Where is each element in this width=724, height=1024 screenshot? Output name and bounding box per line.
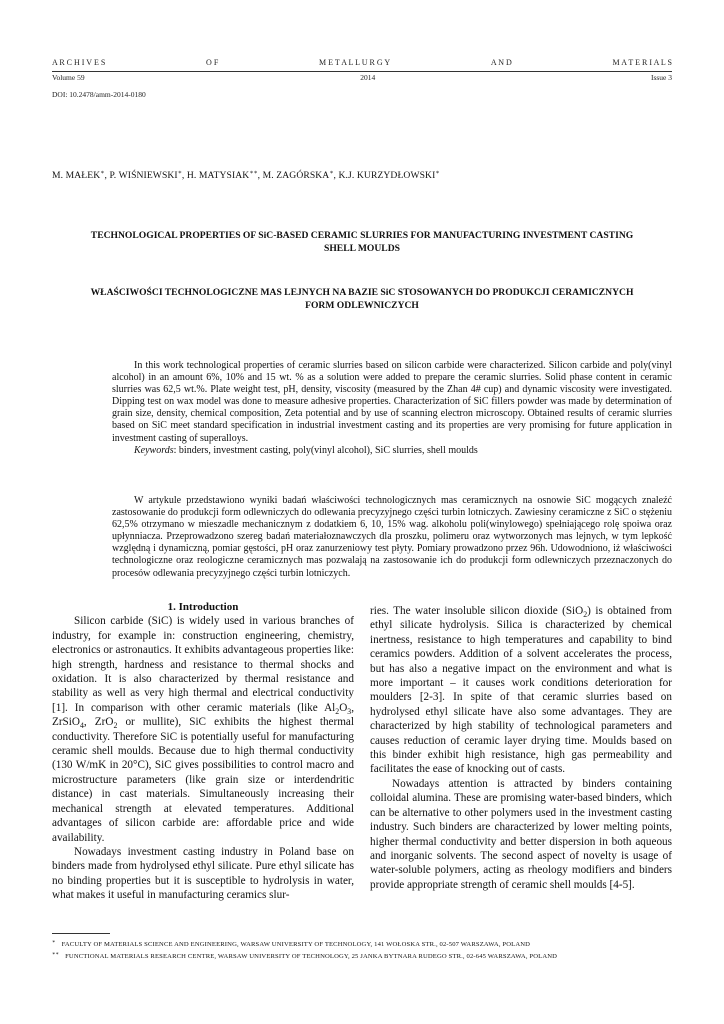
paragraph: Nowadays investment casting industry in Poland base on binders made from hydrolysed ethyl silicate. Pure ethyl silicate has no binding properties but it is susceptible to hydrolysis in water, what makes it useful in manufacturing ceramics slur-: [52, 845, 354, 902]
journal-word: A N D: [490, 58, 512, 67]
footnote: ∗∗ FUNCTIONAL MATERIALS RESEARCH CENTRE, WARSAW UNIVERSITY OF TECHNOLOGY, 25 JANKA BYTNARA RUDEGO STR., 02-645 WARSZAWA, POLAND: [52, 952, 558, 961]
footnote: ∗ FACULTY OF MATERIALS SCIENCE AND ENGINEERING, WARSAW UNIVERSITY OF TECHNOLOGY, 141 WOŁOSKA STR., 02-507 WARSZAWA, POLAND: [52, 940, 531, 949]
doi: DOI: 10.2478/amm-2014-0180: [52, 90, 146, 99]
author: M. ZAGÓRSKA∗,: [262, 170, 339, 182]
author: P. WIŚNIEWSKI∗,: [109, 170, 187, 182]
author: K.J. KURZYDŁOWSKI∗: [338, 170, 440, 182]
section-heading: 1. Introduction: [167, 601, 239, 613]
paragraph: ries. The water insoluble silicon dioxide (SiO$_2$) is obtained from ethyl silicate hydrolysis. Silica is characterized by chemical inertness, resistance to high temperatures and capability to bind ceramics powders. Addition of a solvent accelerates the process, but has also a negative impact on the environment and what is more important – it causes work conditions deterioration for moulders [2-3]. In spite of that ceramic slurries based on hydrolysed ethyl silicate have also some advantages. They are characterized by high stability of technological parameters and causes reduction of ceramic layer drying time. Moulds based on this binder exhibit high resistance, high gas permeability and facilitates the ease of knocking out of casts.: [370, 605, 672, 776]
issue-meta: [52, 73, 672, 82]
abstract-text: In this work technological properties of ceramic slurries based on silicon carbide were characterized. Silicon carbide and poly(vinyl alcohol) in an amount 6%, 10% and 15 wt. % as a solution were added to prepare the ceramic slurries. Solid phase content in ceramic slurries was 62,5 wt.%. Plate weight test, pH, density, viscosity (measured by the Zhan 4# cup) and dynamic viscosity were investigated. Dipping test on wax model was done to measure adhesive properties. Characterization of SiC fillers powder was made by determination of grain size, density, chemical composition, Zeta potential and by use of scanning electron microscopy. Obtained results of ceramic slurries based on SiC meet standard specification in industrial investment casting and its properties are very promising for future application in investment casting of superalloys.: [112, 360, 672, 444]
footnote-rule: [52, 933, 110, 934]
year: 2014: [360, 73, 376, 82]
keywords: Keywords: binders, investment casting, poly(vinyl alcohol), SiC slurries, shell moulds: [134, 444, 478, 456]
paragraph: Silicon carbide (SiC) is widely used in various branches of industry, for example in: construction engineering, chemistry, electronics or astronautics. It exhibits advantageous properties like: high strength, hardness and resistance to thermal shocks and oxidation. It is also characterized by thermal resistance and stability as well as very high thermal and electrical conductivity [1]. In comparison with other ceramic materials (like $Al_2O_3$, ZrSiO$_4$, ZrO$_2$ or mullite), SiC exhibits the highest thermal conductivity. Therefore SiC is potentially useful for manufacturing ceramic shell moulds. Because due to high thermal conductivity (130 W/mK in 20°C), SiC gives possibilities to control macro and microstructure parameters (like grain size or interdendritic distance) in cast materials. Simultaneously increasing their mechanical strength at elevated temperatures. Additional advantages of silicon carbide are: affordable price and wide availability.: [52, 615, 355, 844]
abstract-english: [112, 360, 672, 457]
column-left: [52, 600, 354, 903]
abstract-text-polish: W artykule przedstawiono wyniki badań właściwości technologicznych mas ceramicznych na osnowie SiC mogących znaleźć zastosowanie do produkcji form odlewniczych do odlewania precyzyjnego części turbin lotniczych. Zawiesiny ceramiczne z SiC o stężeniu 62,5% otrzymano w mieszadle mechanicznym z dodatkiem 6, 10, 15% wag. alkoholu poli(winylowego) spełniającego rolę spoiwa oraz upłynniacza. Przeprowadzono szereg badań materiałoznawczych dla proszku, polimeru oraz wytworzonych mas lejnych, w tym lepkość względną i dynamiczną, pomiar gęstości, pH oraz zanurzeniowy test płyty. Pomiary prowadzono przez 96h. Udowodniono, iż właściwości technologiczne oraz reologiczne ceramicznych mas pozwalają na zastosowanie ich do produkcji form odlewniczych przeznaczonych do procesów odlewania precyzyjnego części turbin lotniczych.: [112, 495, 672, 579]
journal-word: M A T E R I A L S: [612, 58, 672, 67]
author-list: [52, 169, 440, 181]
paragraph: Nowadays attention is attracted by binders containing colloidal alumina. These are promising water-based binders, which can be alternative to other polymers used in the investment casting industry. Such binders are characterized by lower melting points, higher thermal conductivity and better dispersion in both aqueous and inorganic solvents. The second aspect of novelty is usage of water-soluble polymers, acting as rheology modifiers and binders provide appropriate strength of ceramic shell moulds [4-5].: [370, 777, 672, 891]
footnotes: [52, 938, 672, 962]
abstract-polish: [112, 495, 672, 580]
author: H. MATYSIAK∗∗,: [186, 170, 263, 182]
paper-title-english: TECHNOLOGICAL PROPERTIES OF SiC-BASED CERAMIC SLURRIES FOR MANUFACTURING INVESTMENT CASTING SHELL MOULDS: [90, 230, 634, 254]
column-right: [370, 604, 672, 892]
journal-title: [52, 58, 672, 67]
journal-word: O F: [206, 58, 219, 67]
volume: Volume 59: [52, 73, 85, 82]
paper-title-polish: WŁAŚCIWOŚCI TECHNOLOGICZNE MAS LEJNYCH NA BAZIE SiC STOSOWANYCH DO PRODUKCJI CERAMICZNYCH FORM ODLEWNICZYCH: [90, 287, 634, 311]
journal-word: M E T A L L U R G Y: [319, 58, 391, 67]
author: M. MAŁEK∗,: [52, 170, 110, 182]
issue: Issue 3: [650, 73, 672, 82]
header-rule: [52, 71, 672, 72]
journal-word: A R C H I V E S: [52, 58, 106, 67]
